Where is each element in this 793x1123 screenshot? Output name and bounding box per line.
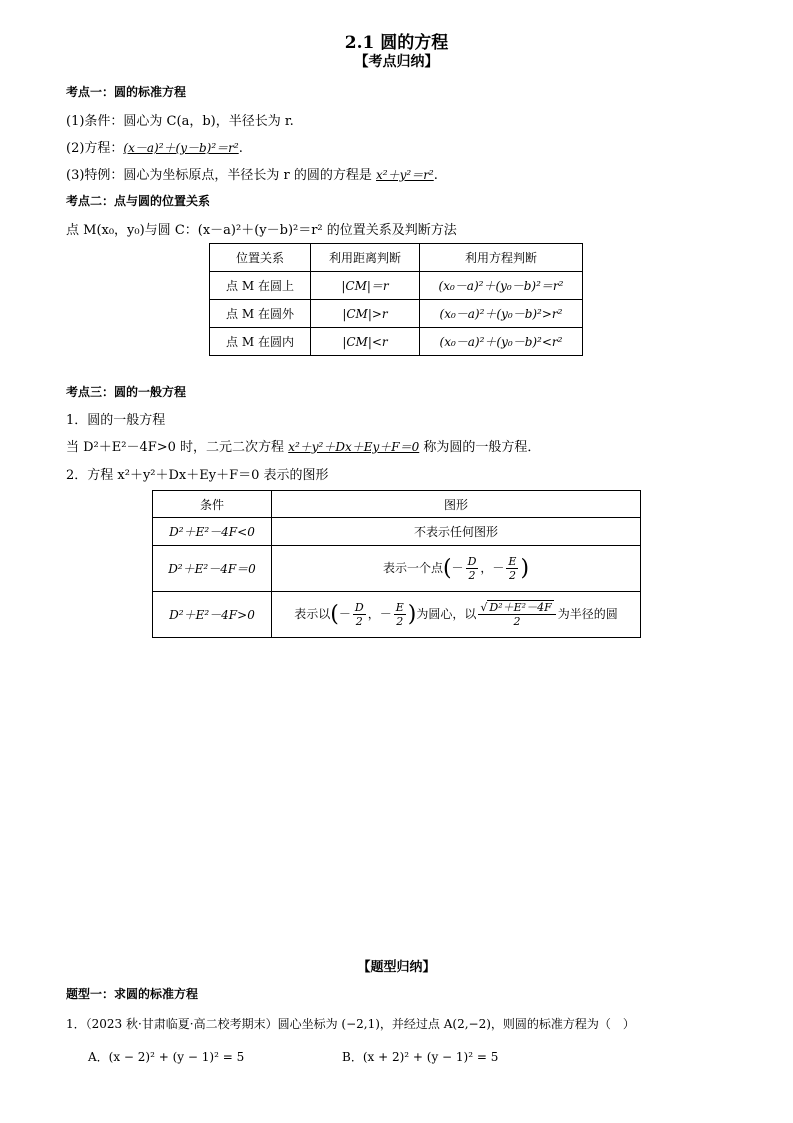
neg-sign: － bbox=[379, 607, 392, 621]
table-row bbox=[210, 328, 583, 356]
option-a[interactable]: A．(x − 2)² + (y − 1)² = 5 bbox=[88, 1050, 245, 1064]
position-table bbox=[209, 243, 583, 356]
k1-line3-prefix: (3)特例：圆心为坐标原点，半径长为 r 的圆的方程是 bbox=[66, 168, 377, 183]
circle-text: 为半径的圆 bbox=[557, 607, 618, 621]
table-cell: 不表示任何图形 bbox=[272, 518, 641, 546]
table-header: 图形 bbox=[272, 491, 641, 518]
k3-line2 bbox=[66, 436, 540, 455]
right-paren: ) bbox=[407, 602, 417, 627]
fraction-denominator: 2 bbox=[355, 615, 363, 628]
fraction-numerator: D bbox=[354, 601, 364, 614]
radius-text: 为圆心，以 bbox=[416, 607, 477, 621]
fraction-radius bbox=[478, 601, 555, 628]
k3-line3: 2．方程 x²＋y²＋Dx＋Ey＋F＝0 表示的图形 bbox=[66, 468, 329, 483]
table-header-row bbox=[153, 491, 641, 518]
k1-line3-end: . bbox=[433, 168, 438, 183]
fraction-denominator: 2 bbox=[513, 615, 521, 628]
table-cell: |CM|>r bbox=[311, 300, 420, 328]
point-text: 表示一个点 bbox=[382, 561, 443, 575]
fraction-denominator: 2 bbox=[468, 569, 476, 582]
neg-sign: － bbox=[338, 607, 351, 621]
k1-line2-prefix: (2)方程： bbox=[66, 141, 124, 156]
fraction-denominator: 2 bbox=[508, 569, 516, 582]
table-header: 利用方程判断 bbox=[420, 244, 583, 272]
table-header-row bbox=[210, 244, 583, 272]
table-cell bbox=[272, 592, 641, 638]
table-cell: 点 M 在圆上 bbox=[210, 272, 311, 300]
left-paren: ( bbox=[330, 602, 339, 627]
table-cell: 点 M 在圆内 bbox=[210, 328, 311, 356]
page-title: 2.1 圆的方程 bbox=[344, 33, 449, 53]
k3-line2-end: 称为圆的一般方程． bbox=[419, 440, 541, 455]
fraction-numerator: E bbox=[508, 555, 517, 568]
table-cell: (x₀－a)²＋(y₀－b)²<r² bbox=[420, 328, 583, 356]
table-cell: D²＋E²－4F>0 bbox=[153, 592, 272, 638]
table-row bbox=[153, 546, 641, 592]
general-equation-table bbox=[152, 490, 641, 638]
fraction-numerator: E bbox=[395, 601, 404, 614]
right-paren: ) bbox=[520, 556, 530, 581]
table-header: 条件 bbox=[153, 491, 272, 518]
table-row bbox=[153, 518, 641, 546]
table-row bbox=[210, 272, 583, 300]
fraction-denominator: 2 bbox=[396, 615, 404, 628]
table-header: 位置关系 bbox=[210, 244, 311, 272]
table-cell: D²＋E²－4F＝0 bbox=[153, 546, 272, 592]
k1-line3 bbox=[66, 164, 438, 183]
center-text: 表示以 bbox=[294, 607, 331, 621]
table-header: 利用距离判断 bbox=[311, 244, 420, 272]
k1-origin-equation: x²＋y²＝r² bbox=[376, 168, 434, 182]
k1-line1: (1)条件：圆心为 C(a，b)，半径长为 r. bbox=[66, 114, 294, 129]
sqrt-radicand: D²＋E²－4F bbox=[489, 601, 552, 614]
table-cell: D²＋E²－4F<0 bbox=[153, 518, 272, 546]
section-label-types: 【题型归纳】 bbox=[357, 960, 436, 975]
table-cell: (x₀－a)²＋(y₀－b)²>r² bbox=[420, 300, 583, 328]
k3-general-equation: x²＋y²＋Dx＋Ey＋F＝0 bbox=[288, 440, 420, 454]
option-b[interactable]: B．(x + 2)² + (y − 1)² = 5 bbox=[342, 1050, 499, 1064]
k3-heading: 考点三：圆的一般方程 bbox=[66, 385, 187, 399]
fraction-e bbox=[394, 601, 406, 628]
section-label-knowledge: 【考点归纳】 bbox=[354, 54, 439, 70]
k1-heading: 考点一：圆的标准方程 bbox=[66, 85, 187, 99]
k3-line1: 1．圆的一般方程 bbox=[66, 413, 166, 428]
table-cell: 点 M 在圆外 bbox=[210, 300, 311, 328]
question-1: 1．（2023 秋·甘肃临夏·高二校考期末）圆心坐标为 (−2,1)，并经过点 A(2,−2)，则圆的标准方程为（ ） bbox=[66, 1017, 635, 1031]
fraction-e bbox=[506, 555, 518, 582]
table-cell bbox=[272, 546, 641, 592]
table-cell: |CM|<r bbox=[311, 328, 420, 356]
fraction-numerator: D bbox=[467, 555, 477, 568]
k2-intro: 点 M(x₀，y₀)与圆 C：(x－a)²＋(y－b)²＝r² 的位置关系及判断方法 bbox=[66, 223, 457, 238]
table-row bbox=[153, 592, 641, 638]
k1-line2-end: . bbox=[238, 141, 243, 156]
fraction-d bbox=[466, 555, 479, 582]
fraction-d bbox=[353, 601, 366, 628]
k1-standard-equation: (x－a)²＋(y－b)²＝r² bbox=[123, 141, 239, 155]
k1-line2 bbox=[66, 137, 243, 156]
fraction-numerator: √ D²＋E²－4F bbox=[478, 601, 555, 615]
left-paren: ( bbox=[442, 556, 452, 581]
neg-sign: － bbox=[492, 561, 505, 575]
type1-heading: 题型一：求圆的标准方程 bbox=[66, 987, 199, 1001]
table-cell: |CM|＝r bbox=[311, 272, 420, 300]
neg-sign: － bbox=[451, 561, 464, 575]
k3-line2-prefix: 当 D²＋E²－4F>0 时，二元二次方程 bbox=[66, 440, 289, 455]
table-row bbox=[210, 300, 583, 328]
comma: ， bbox=[480, 561, 493, 575]
comma: ， bbox=[367, 607, 380, 621]
k2-heading: 考点二：点与圆的位置关系 bbox=[66, 194, 211, 208]
table-cell: (x₀－a)²＋(y₀－b)²＝r² bbox=[420, 272, 583, 300]
